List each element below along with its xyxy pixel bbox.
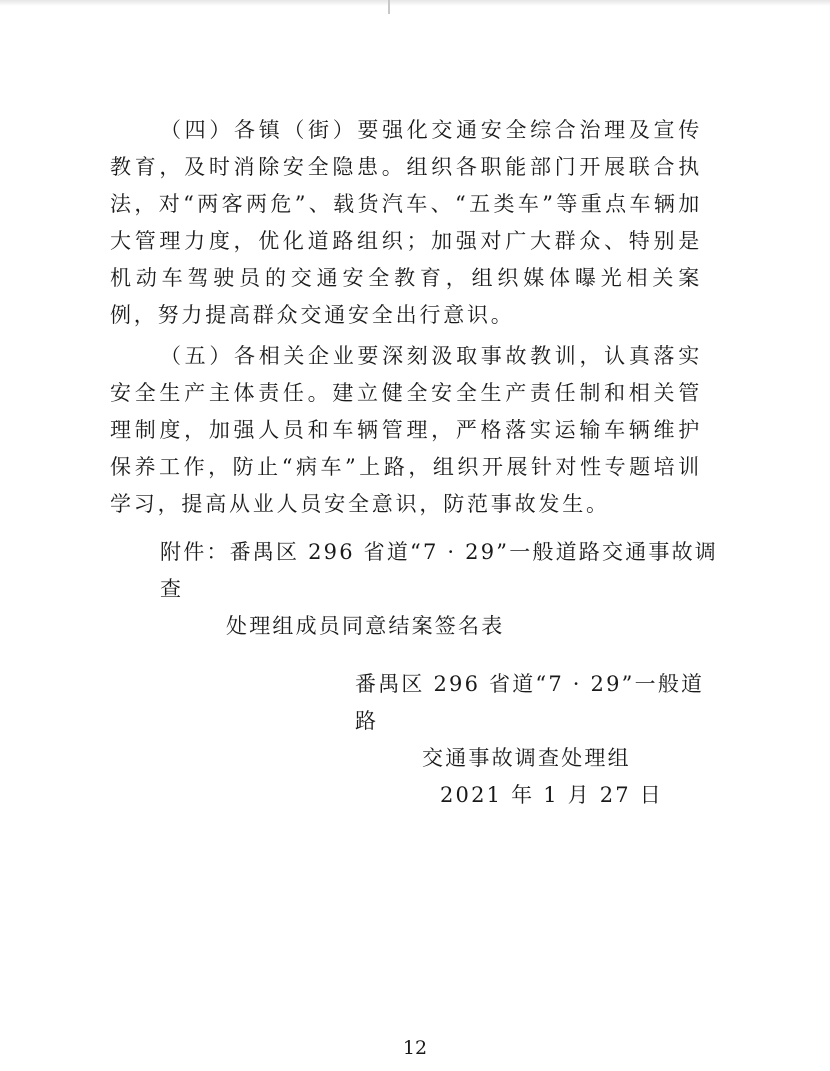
attachment-line-2: 处理组成员同意结案签名表 [226,614,505,638]
scan-top-edge [0,0,830,6]
scan-mark [388,0,390,14]
signature-date: 2021 年 1 月 27 日 [440,783,663,807]
paragraph-5: （五）各相关企业要深刻汲取事故教训，认真落实安全生产主体责任。建立健全安全生产责任制和相关管理制度，加强人员和车辆管理，严格落实运输车辆维护保养工作，防止“病车”上路，组织开展针对性专题培训学习，提高从业人员安全意识，防范事故发生。 [110,344,702,516]
document-body [110,112,702,523]
signature-block [350,666,710,814]
signature-org-line-1: 番禺区 296 省道“7 · 29”一般道路 [355,672,705,733]
attachment-line-1: 附件：番禺区 296 省道“7 · 29”一般道路交通事故调查 [160,540,719,601]
attachment-note [160,534,720,645]
page-number: 12 [402,1037,428,1059]
signature-org-line-2: 交通事故调查处理组 [422,746,631,770]
paragraph-4: （四）各镇（街）要强化交通安全综合治理及宣传教育，及时消除安全隐患。组织各职能部门开展联合执法，对“两客两危”、载货汽车、“五类车”等重点车辆加大管理力度，优化道路组织；加强对广大群众、特别是机动车驾驶员的交通安全教育，组织媒体曝光相关案例，努力提高群众交通安全出行意识。 [110,118,702,327]
